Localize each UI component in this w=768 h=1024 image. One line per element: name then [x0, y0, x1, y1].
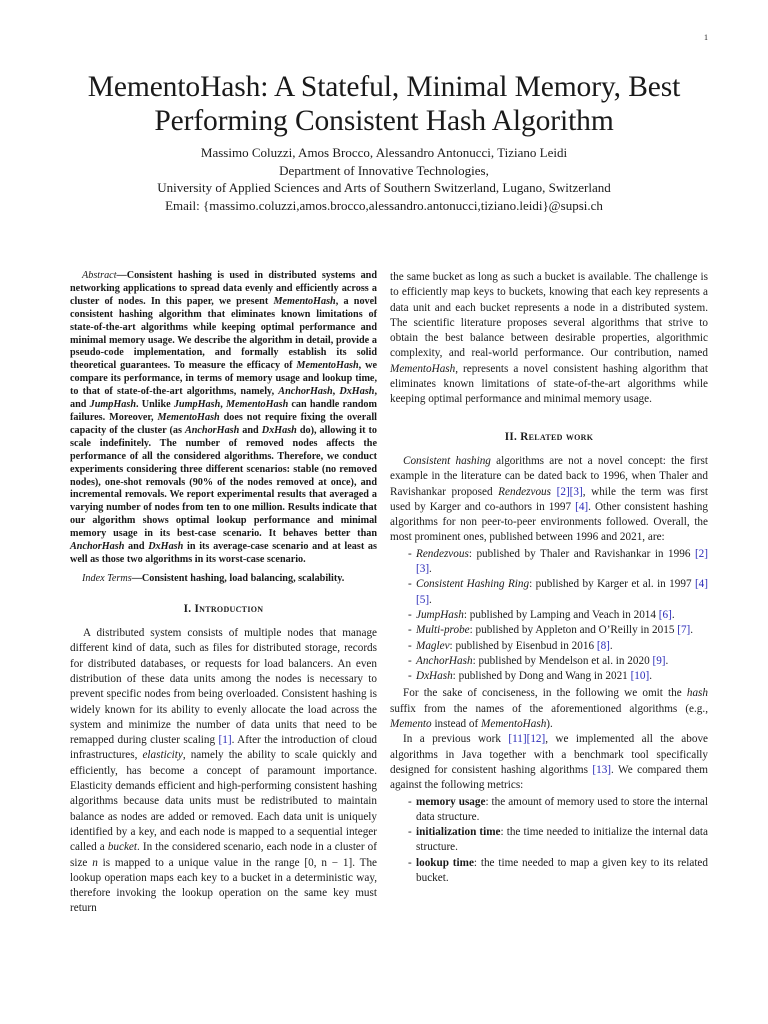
algo-name: MementoHash [273, 295, 336, 307]
title-line-2: Performing Consistent Hash Algorithm [154, 105, 614, 137]
algo-name: Rendezvous [498, 485, 551, 498]
abstract-text: , [332, 386, 340, 398]
body-text: : the time needed to initialize the internal data structure. [416, 826, 708, 854]
citation-link[interactable]: [11][12] [508, 733, 546, 746]
body-text: : the amount of memory used to store the internal data structure. [416, 795, 708, 823]
body-text: . [671, 608, 675, 621]
author-block [40, 144, 728, 214]
section-heading-introduction: I. Introduction [183, 602, 264, 615]
email: Email: {massimo.coluzzi,amos.brocco,alessandro.antonucci,tiziano.leidi}@supsi.ch [165, 197, 603, 213]
body-text: suffix from the names of the aforementioned algorithms (e.g., [390, 702, 708, 715]
metric-name: initialization time [416, 826, 501, 839]
department: Department of Innovative Technologies, [279, 162, 489, 178]
list-item [390, 669, 708, 684]
related-paragraph-3 [390, 732, 708, 793]
algo-name: MementoHash [390, 362, 456, 375]
body-text: . In the considered scenario, each node in a cluster of size [70, 841, 377, 869]
algorithm-list [390, 547, 708, 685]
abstract-text: , we compare its performance, in terms of memory usage and lookup time, to that of state-of-the-art algorithms, namely, [70, 360, 377, 398]
author-names: Massimo Coluzzi, Amos Brocco, Alessandro Antonucci, Tiziano Leidi [200, 145, 568, 160]
algo-name: AnchorHash [184, 424, 240, 436]
abstract-text: can handle random failures. Moreover, [70, 399, 377, 423]
body-text: . [665, 654, 669, 667]
abstract-text: and [239, 424, 262, 436]
body-text: : the time needed to map a given key to its related bucket. [416, 856, 708, 884]
list-item [390, 608, 708, 623]
citation-link[interactable]: [1] [218, 734, 232, 747]
algo-name: DxHash [148, 541, 184, 553]
list-item [390, 623, 708, 638]
abstract-text: . Unlike [136, 399, 174, 411]
body-text: . [690, 624, 694, 637]
section-heading-related-work: II. Related work [504, 430, 594, 443]
citation-link[interactable]: [10] [630, 670, 650, 683]
algo-name: AnchorHash [416, 654, 473, 667]
algo-name: Rendezvous [416, 547, 469, 560]
algo-name: MementoHash [157, 411, 220, 423]
body-text: . [609, 639, 613, 652]
citation-link[interactable]: [13] [592, 763, 612, 776]
emphasis: Consistent hashing [403, 454, 491, 467]
body-text: : published by Karger et al. in 1997 [529, 578, 695, 591]
algo-name: DxHash [416, 670, 453, 683]
body-text: . [429, 563, 432, 576]
abstract-text: , a novel consistent hashing algorithm that eliminates known limitations of state-of-the-art algorithms while keeping optimal performance and minimal memory usage. We describe the algorithm in detail, provide a pseudo-code implementation, and formally establish its solid theoretical guarantees. To measure the efficacy of [70, 295, 377, 372]
abstract-text: , and [70, 386, 377, 411]
body-text: : published by Appleton and O’Reilly in 2015 [469, 624, 678, 637]
page-number: 1 [704, 33, 708, 42]
list-item [390, 856, 708, 887]
algo-name: Maglev [416, 639, 450, 652]
algo-name: MementoHash [225, 399, 289, 411]
algo-name: AnchorHash [278, 386, 333, 398]
body-text: ). [546, 718, 553, 731]
algo-name: JumpHash [89, 399, 137, 411]
list-item [390, 639, 708, 654]
paper-title [40, 70, 728, 138]
citation-link[interactable]: [2][3] [556, 485, 583, 498]
list-item [390, 577, 708, 608]
intro-paragraph [70, 626, 377, 917]
body-text: , namely the ability to scale quickly and efficiently, has become a concept of paramount importance. Elasticity demands efficient and high-performing consistent hashing algorithms because data units must be redistributed to maintain balance as nodes are added or removed. Each data unit is uniquely identified by a key, and each node is mapped to a sequential integer called a [70, 749, 377, 854]
title-line-1: MementoHash: A Stateful, Minimal Memory, Best [87, 71, 681, 103]
body-text: , while the term was first used by Karger and co-authors in 1997 [390, 485, 709, 513]
abstract-text: does not require fixing the overall capacity of the cluster (as [70, 411, 377, 436]
paper-header [40, 70, 728, 214]
algo-name: MementoHash [481, 718, 547, 731]
body-text: instead of [431, 718, 482, 731]
body-text: : published by Eisenbud in 2016 [449, 639, 597, 652]
body-text: . We compared them against the following metrics: [390, 763, 709, 792]
index-terms-text: —Consistent hashing, load balancing, scalability. [131, 572, 345, 584]
abstract-text: —Consistent hashing is used in distributed systems and networking applications to spread data evenly and efficiently across a cluster of nodes. In this paper, we present [70, 270, 377, 307]
list-item [390, 795, 708, 826]
body-text: , we implemented all the above algorithms in Java together with a benchmark tool specifically designed for consistent hashing algorithms [390, 733, 709, 776]
body-text: : published by Dong and Wang in 2021 [452, 670, 631, 683]
metrics-list [390, 795, 708, 887]
body-text: : published by Thaler and Ravishankar in 1996 [468, 547, 695, 560]
algo-name: AnchorHash [70, 541, 125, 553]
abstract-text: and [124, 541, 149, 553]
abstract-text: in its average-case scenario and at least as well as those two algorithms in its worst-case scenario. [70, 541, 377, 565]
citation-link[interactable]: [4] [575, 500, 589, 513]
list-item [390, 547, 708, 578]
algo-name: Multi-probe [416, 624, 470, 637]
math-var: n [92, 856, 98, 869]
algo-name: DxHash [339, 386, 375, 398]
body-text: the same bucket as long as such a bucket is available. The challenge is to efficiently map keys to buckets, knowing that each key represents a data unit and each bucket represents a node in a distributed system. The scientific literature proposes several algorithms that strive to obtain the best balance between desirable properties, algorithmic complexity, and real-world performance. Our contribution, named [390, 271, 708, 360]
body-text: : published by Lamping and Veach in 2014 [463, 608, 659, 621]
emphasis: hash [686, 687, 708, 700]
body-text: : published by Mendelson et al. in 2020 [472, 654, 653, 667]
algo-name: MementoHash [296, 360, 359, 372]
related-paragraph [390, 454, 708, 546]
emphasis: elasticity [142, 749, 183, 762]
abstract-text: , [220, 399, 226, 411]
list-item [390, 654, 708, 669]
body-text: algorithms are not a novel concept: the first example in the literature can be dated back to 1996, when Thaler and Ravishankar proposed [390, 454, 708, 498]
intro-paragraph-continued [390, 270, 708, 408]
algo-name: DxHash [261, 424, 297, 436]
body-text: . [649, 670, 652, 683]
citation-link[interactable]: [4][5] [416, 578, 708, 606]
algo-name: Memento [390, 718, 432, 731]
citation-link[interactable]: [6] [658, 608, 672, 621]
abstract-text: do), allowing it to scale indefinitely. The number of removed nodes affects the performance of all the considered algorithms. Therefore, we conduct experiments considering three different scenarios: stable (no removed nodes), one-shot removals (90% of the nodes removed at once), and incremental removals. We report experimental results that averaged a varying number of nodes from ten to one million. Results indicate that our algorithm shows optimal lookup performance and minimal memory usage in its best-case scenario. It behaves better than [70, 424, 377, 540]
emphasis: bucket [107, 841, 138, 854]
citation-link[interactable]: [9] [652, 654, 666, 667]
body-text: In a previous work [403, 733, 509, 746]
citation-link[interactable]: [2][3] [416, 547, 708, 576]
body-text: is mapped to a unique value in the range [97, 856, 305, 869]
related-paragraph-2 [390, 686, 708, 732]
body-text: For the sake of conciseness, in the following we omit the [403, 687, 687, 700]
body-text: . Other consistent hashing algorithms for non peer-to-peer environments followed. Overall, the most prominent ones, published between 1996 and 2021, are: [390, 500, 708, 544]
index-terms [70, 573, 377, 586]
metric-name: lookup time [416, 856, 474, 869]
body-text: , represents a novel consistent hashing algorithm that eliminates known limitations of state-of-the-art algorithms while keeping optimal performance and minimal memory usage. [390, 362, 708, 406]
metric-name: memory usage [416, 795, 486, 808]
body-text: . After the introduction of cloud infrastructures, [70, 734, 378, 762]
abstract [70, 270, 377, 567]
university: University of Applied Sciences and Arts of Southern Switzerland, Lugano, Switzerland [157, 180, 611, 195]
body-text: . The lookup operation maps each key to a bucket in a deterministic way, therefore invoking the lookup operation on the same key must return [70, 856, 378, 915]
right-column [390, 270, 708, 888]
left-column [70, 270, 377, 917]
citation-link[interactable]: [7] [677, 624, 691, 637]
algo-name: JumpHash [416, 608, 464, 621]
body-text: A distributed system consists of multiple nodes that manage different kind of data, such as files for distributed storage, records for distributed databases, or requests for load balancers. An even distribution of these data units among the nodes is necessary to prevent specific nodes from being overloaded. Consistent hashing is widely known for its ability to evenly allocate the load across the system and minimize the number of data units that need to be remapped during cluster scaling [70, 627, 377, 747]
abstract-label: Abstract [82, 270, 117, 281]
algo-name: Consistent Hashing Ring [416, 578, 530, 591]
body-text: . [429, 593, 432, 606]
citation-link[interactable]: [8] [596, 639, 610, 652]
index-terms-label: Index Terms [82, 572, 132, 584]
list-item [390, 825, 708, 856]
algo-name: JumpHash [173, 399, 221, 411]
math-range: [0, n − 1] [304, 856, 353, 869]
